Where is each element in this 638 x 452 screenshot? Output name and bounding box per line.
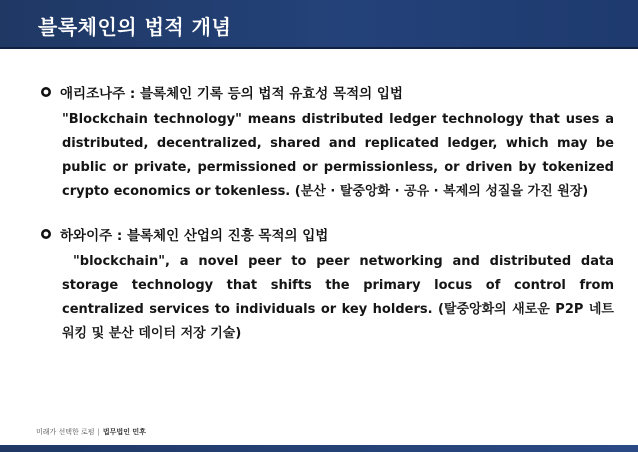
section-heading-row: [40, 224, 614, 244]
section-hawaii: [40, 224, 614, 346]
footer-separator: |: [97, 428, 100, 436]
section-heading: 애리조나주 : 블록체인 기록 등의 법적 유효성 목적의 입법: [60, 86, 403, 102]
section-heading: 하와이주 : 블록체인 산업의 진흥 목적의 입법: [60, 228, 329, 244]
title-bar: [0, 0, 638, 49]
bullet-icon: [40, 228, 52, 240]
section-arizona: [40, 82, 614, 204]
bottom-bar: [0, 445, 638, 452]
section-body: "blockchain", a novel peer to peer networking and distributed data storage technology that shifts the primary locus of control from centralized services to individuals or key holders. (탈중앙화의 새로운 P2P 네트워킹 및 분산 데이터 저장 기술): [62, 254, 614, 341]
section-heading-row: [40, 82, 614, 102]
footer-slogan: 미래가 선택한 로펌: [36, 428, 95, 436]
footer-firm-name: 법무법인 민후: [102, 428, 146, 436]
section-body: "Blockchain technology" means distributed ledger technology that uses a distributed, decentralized, shared and replicated ledger, which may be public or private, permissioned or permissionless, or driven by tokenized crypto economics or tokenless. (분산 · 탈중앙화 · 공유 · 복제의 성질을 가진 원장): [62, 112, 614, 199]
footer: [36, 427, 146, 437]
page-title: 블록체인의 법적 개념: [38, 15, 232, 39]
bullet-icon: [40, 86, 52, 98]
